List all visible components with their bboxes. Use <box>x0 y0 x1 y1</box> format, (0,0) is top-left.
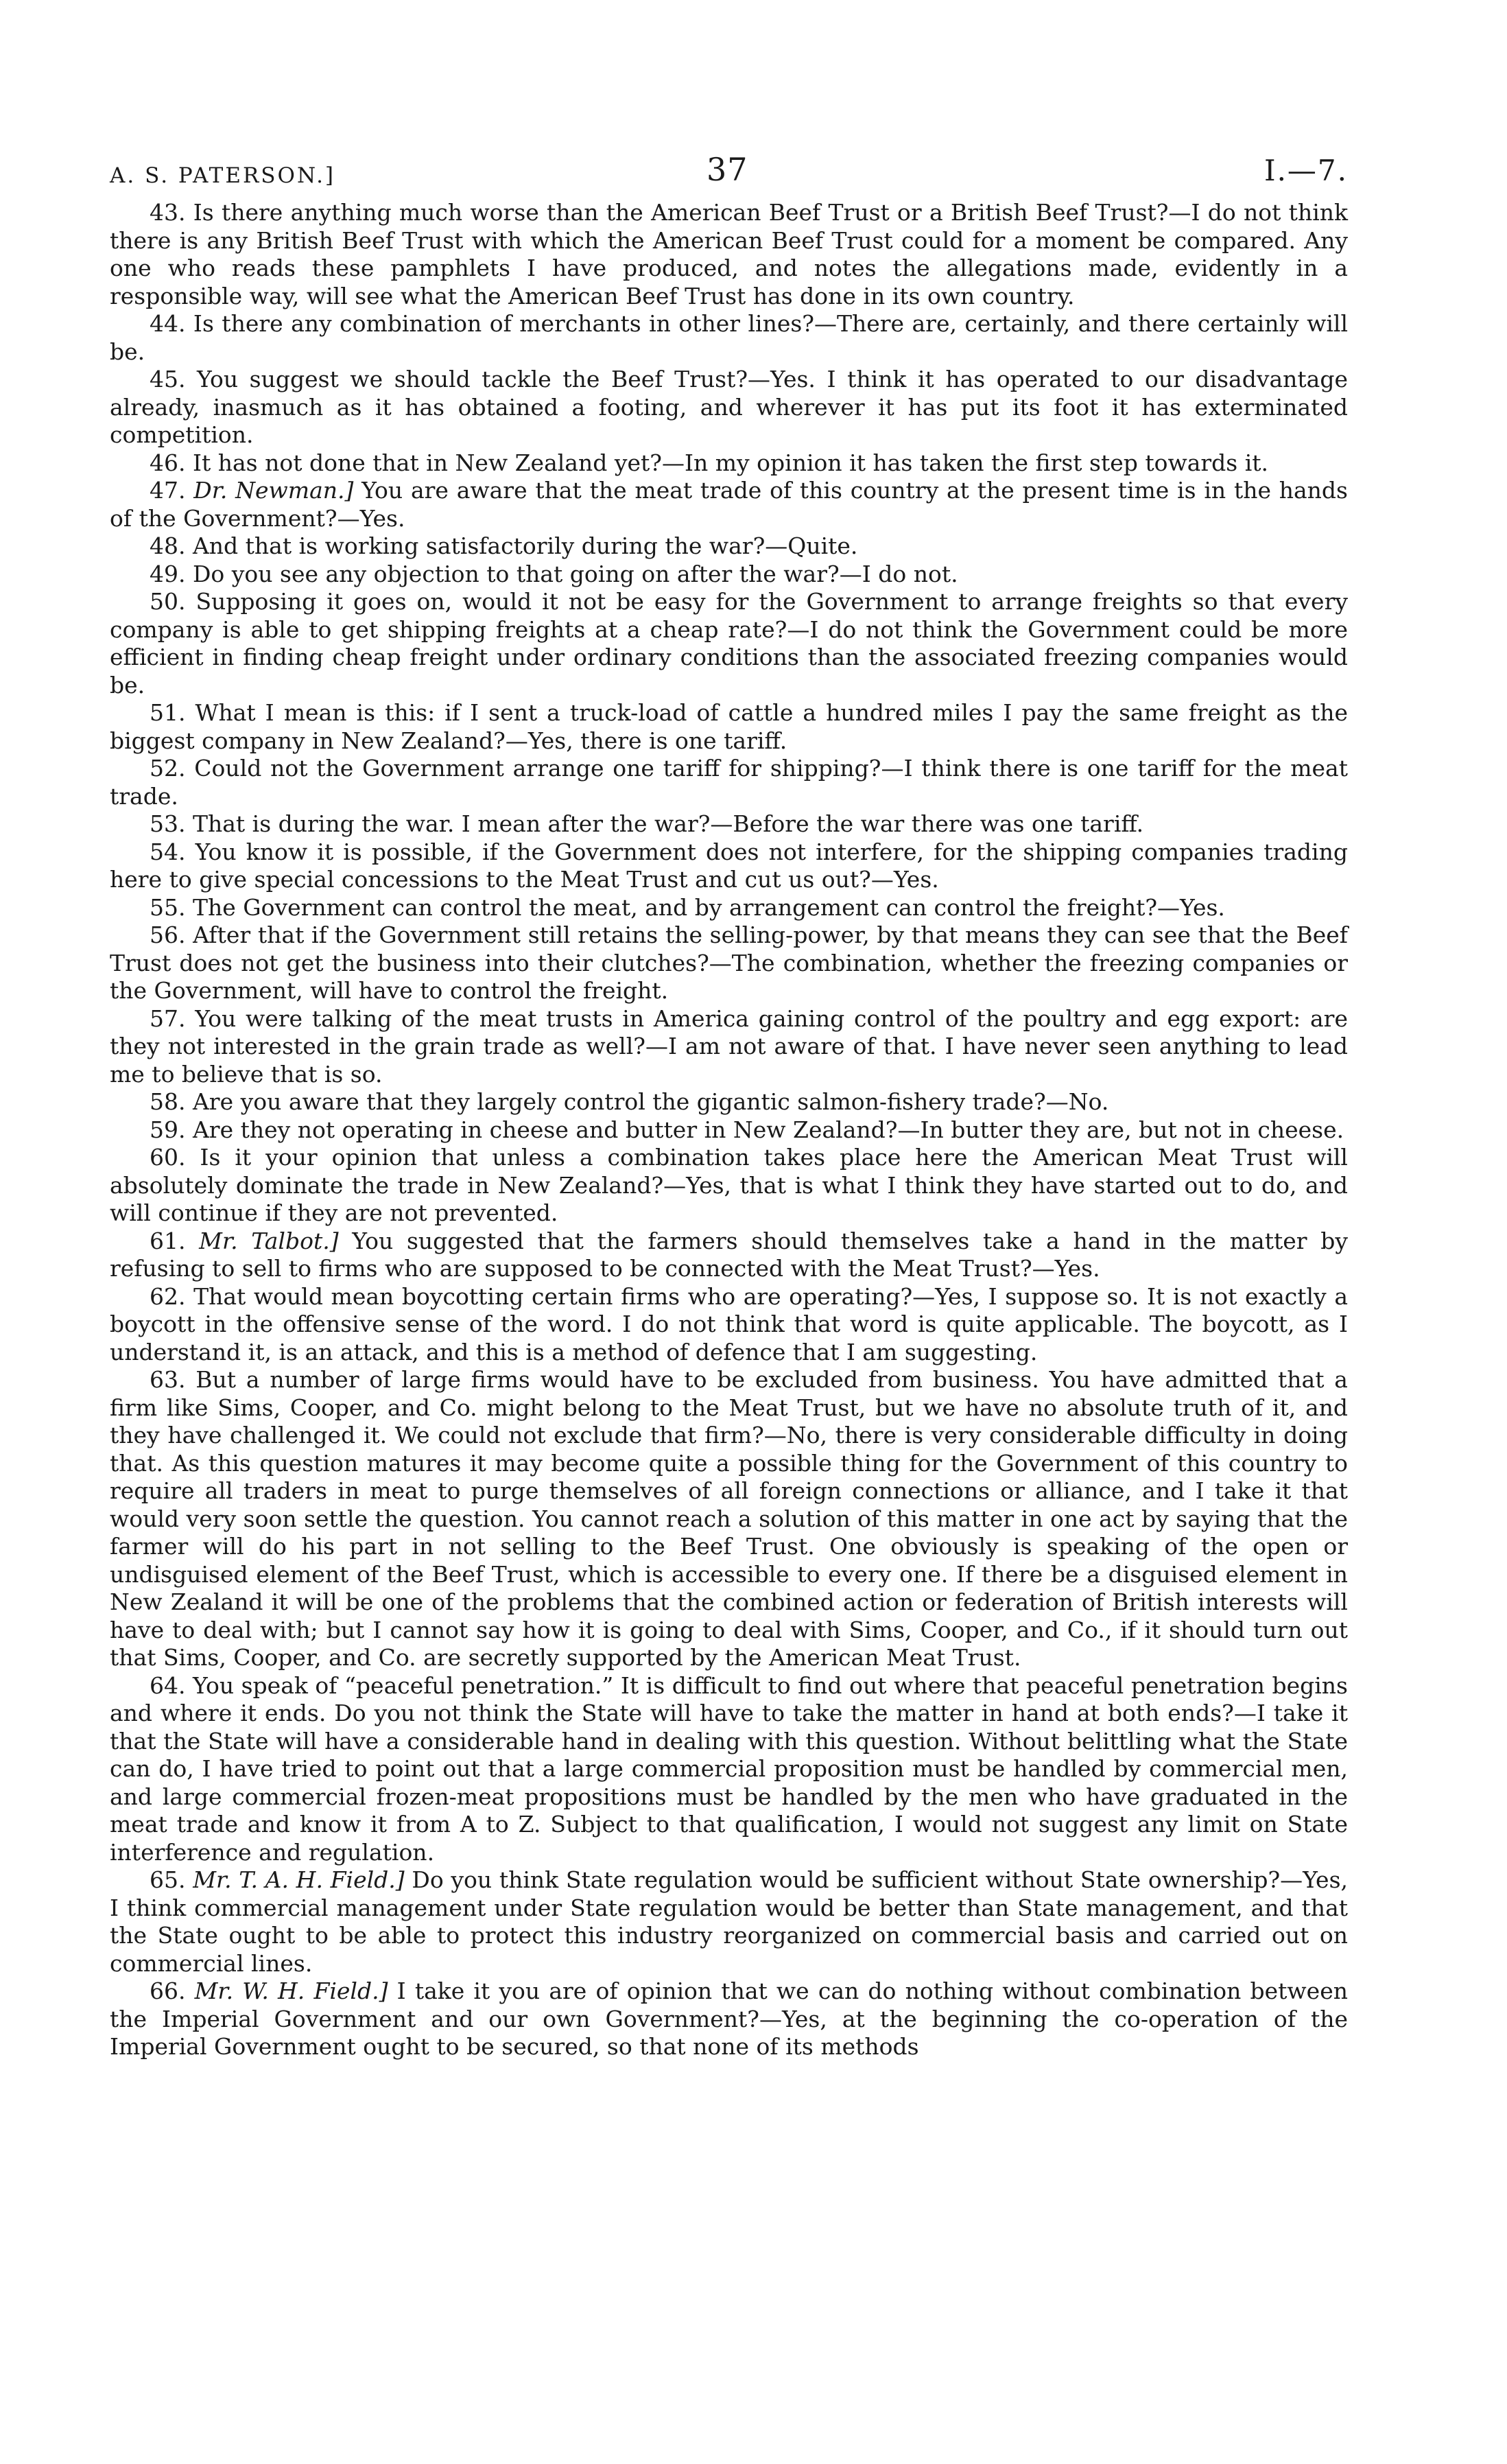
paragraph-48: 48. And that is working satisfactorily during the war?—Quite. <box>150 532 858 559</box>
paragraph-text: Do you think State regulation would be sufficient without State ownership?—Yes, I think commercial management under State regulation would be better than State management, and that the State ought to be able to protect this industry reorganized on commercial basis and carried out on commercial lines. <box>110 1866 1349 1977</box>
paragraph-46: 46. It has not done that in New Zealand yet?—In my opinion it has taken the first step towards it. <box>150 449 1269 476</box>
paragraph-56: 56. After that if the Government still retains the selling-power, by that means they can see that the Beef Trust does not get the business into their clutches?—The combination, whether the freezing companies or the Government, will have to control the freight. <box>110 922 1348 1004</box>
paragraph-51: 51. What I mean is this: if I sent a truck-load of cattle a hundred miles I pay the same freight as the biggest company in New Zealand?—Yes, there is one tariff. <box>110 699 1348 754</box>
paragraph-66 <box>110 1978 1348 2061</box>
paragraph-50: 50. Supposing it goes on, would it not be easy for the Government to arrange freights so that every company is able to get shipping freights at a cheap rate?—I do not think the Government could be more efficient in finding cheap freight under ordinary conditions than the associated freezing companies would be. <box>110 588 1348 699</box>
speaker-name: Mr. Talbot.] <box>199 1227 339 1254</box>
paragraph-65 <box>110 1866 1348 1978</box>
document-page <box>110 151 1348 2061</box>
paragraph-44: 44. Is there any combination of merchants in other lines?—There are, certainly, and there certainly will be. <box>110 310 1348 365</box>
paragraph-55: 55. The Government can control the meat, and by arrangement can control the freight?—Yes. <box>150 893 1225 921</box>
question-number: 65. <box>150 1866 186 1893</box>
speaker-name: Dr. Newman.] <box>193 477 354 504</box>
paragraph-text: You are aware that the meat trade of this country at the present time is in the hands of the Government?—Yes. <box>110 477 1348 532</box>
speaker-name: Mr. T. A. H. Field.] <box>193 1866 405 1893</box>
page-number: 37 <box>707 151 748 188</box>
paper-reference: I.—7. <box>1263 154 1348 187</box>
paragraph-47 <box>110 477 1348 532</box>
paragraph-43: 43. Is there anything much worse than the American Beef Trust or a British Beef Trust?—I do not think there is any British Beef Trust with which the American Beef Trust could for a moment be compared. Any one who reads these pamphlets I have produced, and notes the allegations made, evidently in a responsible way, will see what the American Beef Trust has done in its own country. <box>110 199 1348 309</box>
paragraph-58: 58. Are you aware that they largely control the gigantic salmon-fishery trade?—No. <box>150 1088 1109 1115</box>
question-number: 66. <box>150 1978 186 2004</box>
paragraph-52: 52. Could not the Government arrange one tariff for shipping?—I think there is one tariff for the meat trade. <box>110 755 1348 810</box>
paragraph-63: 63. But a number of large firms would have to be excluded from business. You have admitted that a firm like Sims, Cooper, and Co. might belong to the Meat Trust, but we have no absolute truth of it, and they have challenged it. We could not exclude that firm?—No, there is very considerable difficulty in doing that. As this question matures it may become quite a possible thing for the Government of this country to require all traders in meat to purge themselves of all foreign connections or alliance, and I take it that would very soon settle the question. You cannot reach a solution of this matter in one act by saying that the farmer will do his part in not selling to the Beef Trust. One obviously is speaking of the open or undisguised element of the Beef Trust, which is accessible to every one. If there be a disguised element in New Zealand it will be one of the problems that the combined action or federation of British interests will have to deal with; but I cannot say how it is going to deal with Sims, Cooper, and Co., if it should turn out that Sims, Cooper, and Co. are secretly supported by the American Meat Trust. <box>110 1366 1348 1671</box>
paragraph-64: 64. You speak of “peaceful penetration.” It is difficult to find out where that peaceful penetration begins and where it ends. Do you not think the State will have to take the matter in hand at both ends?—I take it that the State will have a considerable hand in dealing with this question. Without belittling what the State can do, I have tried to point out that a large commercial proposition must be handled by commercial men, and large commercial frozen-meat propositions must be handled by the men who have graduated in the meat trade and know it from A to Z. Subject to that qualification, I would not suggest any limit on State interference and regulation. <box>110 1671 1348 1866</box>
speaker-name: Mr. W. H. Field.] <box>194 1978 388 2004</box>
paragraph-57: 57. You were talking of the meat trusts in America gaining control of the poultry and egg export: are they not interested in the grain trade as well?—I am not aware of that. I have never seen anything to lead me to believe that is so. <box>110 1005 1348 1088</box>
page-header <box>110 151 1348 199</box>
body-text <box>110 199 1348 2061</box>
paragraph-62: 62. That would mean boycotting certain firms who are operating?—Yes, I suppose so. It is not exactly a boycott in the offensive sense of the word. I do not think that word is quite applicable. The boycott, as I understand it, is an attack, and this is a method of defence that I am suggesting. <box>110 1282 1348 1365</box>
paragraph-45: 45. You suggest we should tackle the Beef Trust?—Yes. I think it has operated to our disadvantage already, inasmuch as it has obtained a footing, and wherever it has put its foot it has exterminated competition. <box>110 366 1348 448</box>
paragraph-53: 53. That is during the war. I mean after the war?—Before the war there was one tariff. <box>150 810 1144 837</box>
witness-name: A. S. PATERSON.] <box>110 163 336 188</box>
paragraph-59: 59. Are they not operating in cheese and butter in New Zealand?—In butter they are, but not in cheese. <box>150 1116 1344 1143</box>
paragraph-text: You suggested that the farmers should themselves take a hand in the matter by refusing to sell to firms who are supposed to be connected with the Meat Trust?—Yes. <box>110 1227 1348 1282</box>
question-number: 47. <box>150 477 186 504</box>
paragraph-54: 54. You know it is possible, if the Government does not interfere, for the shipping companies trading here to give special concessions to the Meat Trust and cut us out?—Yes. <box>110 838 1348 893</box>
paragraph-49: 49. Do you see any objection to that going on after the war?—I do not. <box>150 560 958 587</box>
question-number: 61. <box>150 1227 186 1254</box>
paragraph-text: I take it you are of opinion that we can do nothing without combination between the Imperial Government and our own Government?—Yes, at the beginning the co-operation of the Imperial Government ought to be secured, so that none of its methods <box>110 1978 1348 2060</box>
paragraph-61 <box>110 1228 1348 1283</box>
paragraph-60: 60. Is it your opinion that unless a combination takes place here the American Meat Trust will absolutely dominate the trade in New Zealand?—Yes, that is what I think they have started out to do, and will continue if they are not prevented. <box>110 1144 1348 1226</box>
